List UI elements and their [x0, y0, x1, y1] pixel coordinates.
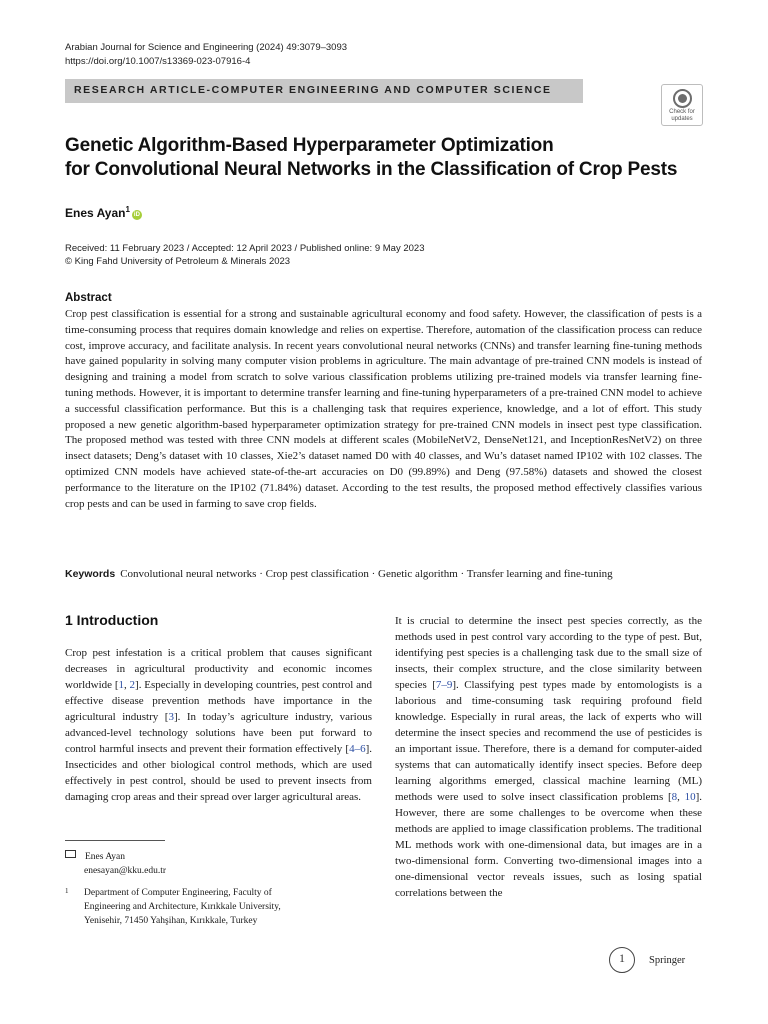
text-run: Crop pest infestation is a critical problem that causes significant decreases in agricultural productivity and economic incomes worldwide [ [65, 647, 372, 691]
keywords-label: Keywords [65, 568, 116, 580]
abstract-heading: Abstract [65, 292, 112, 304]
article-type-label: RESEARCH ARTICLE-COMPUTER ENGINEERING AND COMPUTER SCIENCE [74, 84, 552, 96]
citation-link[interactable]: 4–6 [349, 743, 366, 755]
author-line [65, 205, 142, 220]
text-run: ]. Insecticides and other biological control methods, which are used effectively in pest control, should be used to prevent insects from damaging crop areas and their spread over larger agricultural areas. [65, 743, 372, 803]
affiliation-number: 1 [65, 887, 69, 895]
check-for-updates-badge[interactable] [661, 84, 703, 126]
article-type-banner [65, 79, 583, 103]
check-updates-line2: updates [671, 115, 693, 122]
text-run: ]. In today’s agriculture industry, various advanced-level technology solutions have been put forward to control harmful insects and prevent their formation effectively [ [65, 711, 372, 755]
footnote-divider [65, 840, 165, 841]
affiliation-line-2: Engineering and Architecture, Kırıkkale University, [84, 902, 281, 912]
citation-link[interactable]: 2 [129, 679, 136, 691]
publisher-name: Springer [649, 955, 686, 966]
citation-link[interactable]: 7–9 [435, 679, 453, 691]
author-name[interactable]: Enes Ayan [65, 206, 126, 220]
copyright-line: © King Fahd University of Petroleum & Minerals 2023 [65, 256, 291, 267]
corresponding-author: Enes Ayan [85, 852, 126, 862]
text-run: ]. Especially in developing countries, pest control and effective disease prevention methods have importance in the agricultural industry [ [65, 679, 372, 723]
citation-link[interactable]: 8 [671, 791, 678, 803]
intro-left-column [65, 645, 372, 805]
check-updates-text [662, 109, 702, 122]
check-updates-icon [673, 89, 692, 108]
abstract-text: Crop pest classification is essential for a strong and sustainable agricultural economy and food safety. However, the classification of pests is a time-consuming process that requires domain knowledge and relies on expertise. Therefore, automation of the classification process can reduce cost, improve accuracy, and facilitate analysis. In recent years convolutional neural networks (CNNs) and transfer learning fine-tuning methods have gained popularity in solving many computer vision problems in agriculture. The main advantage of pre-trained CNN models is instead of designing and training a model from scratch to solve various classification problems utilizing pre-trained models via transfer learning fine-tuning methods. However, it is important to determine transfer learning and fine-tuning hyperparameters of a pre-trained CNN model to achieve a successful classification performance. But this is a challenging task that requires experience, knowledge, and a lot of effort. This study proposed a new genetic algorithm-based hyperparameter optimization strategy for pre-trained CNN models in insect pest type classification. The proposed method was tested with three CNN models at different scales (MobileNetV2, DenseNet121, and InceptionResNetV2) on three insect datasets; Deng’s dataset with 10 classes, Xie2’s dataset named D0 with 40 classes, and Wu’s dataset named IP102 with 102 classes. The optimized CNN models have achieved state-of-the-art accuracies on D0 (99.89%) and Deng (97.58%) datasets and showed the closest performance to the literature on the IP102 (71.84%) dataset. According to the test results, the proposed method effectively classifies various crop pests and can be used in farming to save crop fields. [65, 308, 702, 510]
paper-title [65, 134, 705, 182]
citation-link[interactable]: 10 [684, 791, 696, 803]
intro-right-column [395, 613, 702, 901]
text-run: , [677, 791, 685, 803]
check-updates-line1: Check for [669, 109, 695, 115]
text-run: ]. Classifying pest types made by entomologists is a laborious and time-consuming task requiring profound field knowledge. Especially in rural areas, the lack of experts who will determine the insect species and recommend the use of pesticides is an important issue. Therefore, there is a demand for computer-aided systems that can automatically identify insect species. Before deep learning algorithms emerged, classical machine learning (ML) methods were used to solve insect classification problems [ [395, 679, 702, 803]
keywords [65, 568, 705, 580]
title-line-1: Genetic Algorithm-Based Hyperparameter Optimization [65, 135, 554, 156]
affiliation-line-3: Yenisehir, 71450 Yahşihan, Kırıkkale, Turkey [84, 916, 258, 926]
journal-citation: Arabian Journal for Science and Engineering (2024) 49:3079–3093 [65, 42, 348, 53]
section-heading-introduction: 1 Introduction [65, 612, 159, 628]
text-run: ]. However, there are some challenges to be overcome when these methods are applied to image classification problems. The traditional ML methods work with one-dimensional data, but images are in a two-dimensional form. Converting two-dimensional images into a one-dimensional vector reveals issues, such as losing spatial correlations between the [395, 791, 702, 899]
orcid-icon[interactable]: iD [133, 212, 140, 218]
springer-emblem-icon [609, 947, 635, 973]
affiliation-line-1: Department of Computer Engineering, Faculty of [84, 888, 272, 898]
keywords-text: Convolutional neural networks · Crop pest classification · Genetic algorithm · Transfer learning and fine-tuning [120, 568, 613, 580]
author-email[interactable]: enesayan@kku.edu.tr [84, 866, 167, 876]
journal-header [65, 41, 347, 69]
citation-link[interactable]: 1 [118, 679, 124, 691]
correspondence-footnote [65, 850, 166, 878]
text-run: , [124, 679, 130, 691]
title-line-2: for Convolutional Neural Networks in the Classification of Crop Pests [65, 159, 678, 180]
publication-dates [65, 242, 424, 268]
citation-link[interactable]: 3 [168, 711, 174, 723]
text-run: It is crucial to determine the insect pest species correctly, as the methods used in pest control vary according to the type of pest. But, identifying pest species is a challenging task due to the small size of insects, their complex structure, and the close similarity between species [ [395, 615, 702, 691]
author-affil-sup: 1 [125, 205, 130, 214]
dates-line: Received: 11 February 2023 / Accepted: 12 April 2023 / Published online: 9 May 2023 [65, 243, 425, 254]
affiliation-footnote [65, 886, 281, 928]
doi-link[interactable]: https://doi.org/10.1007/s13369-023-07916-4 [65, 56, 251, 67]
envelope-icon [65, 850, 76, 858]
